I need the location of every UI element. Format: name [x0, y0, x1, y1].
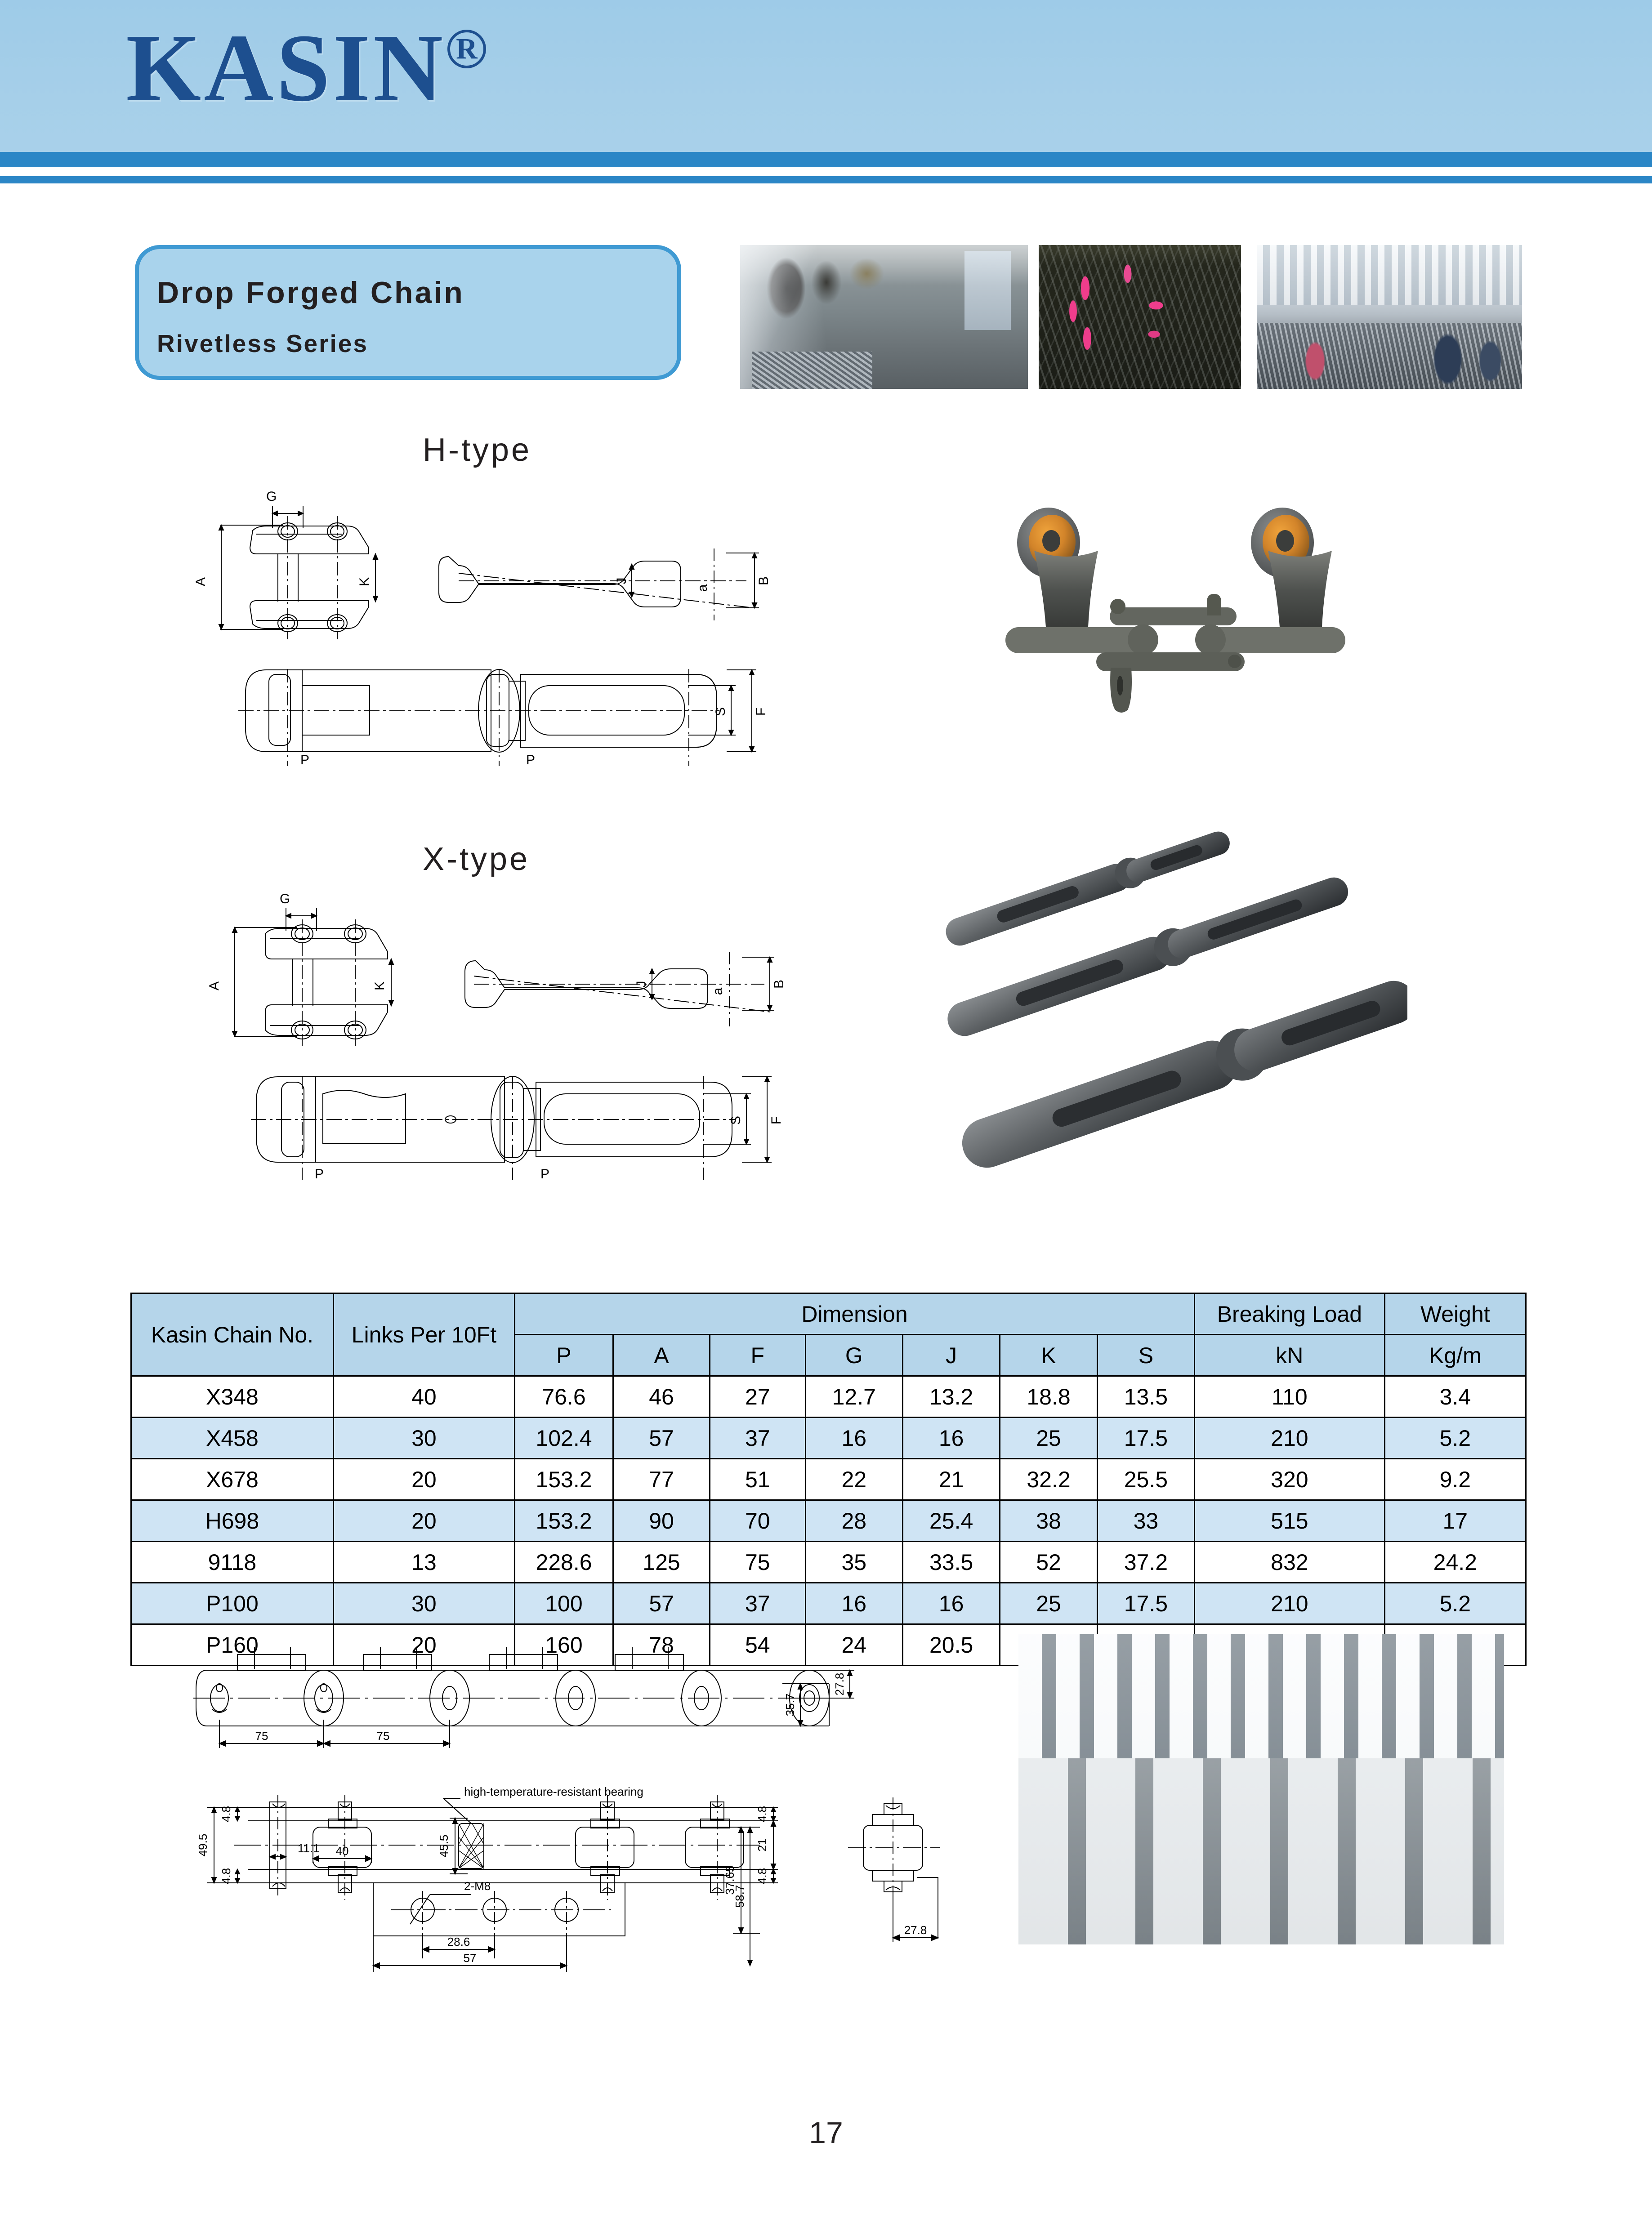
cell-kgm: 5.2: [1384, 1583, 1526, 1624]
bdim-49-5: 49.5: [196, 1833, 210, 1857]
h-dim-label-J: J: [614, 577, 629, 584]
cell-A: 78: [613, 1624, 710, 1666]
cell-P: 100: [515, 1583, 613, 1624]
cell-links: 30: [333, 1418, 514, 1459]
bdim-75-b: 75: [376, 1729, 390, 1743]
h-dim-label-B: B: [756, 576, 771, 586]
bdim-40: 40: [335, 1844, 349, 1858]
cell-P: 153.2: [515, 1459, 613, 1500]
cell-P: 228.6: [515, 1542, 613, 1583]
page-header: [0, 0, 1652, 166]
photo-assembly-workshop: [1257, 245, 1522, 389]
cell-links: 20: [333, 1624, 514, 1666]
table-row: [131, 1376, 1526, 1418]
cell-chain_no: X348: [131, 1376, 334, 1418]
cell-K: 25: [1000, 1418, 1097, 1459]
x-dim-label-J: J: [634, 981, 649, 988]
h-dim-label-A: A: [193, 577, 208, 587]
cell-kgm: 3.4: [1384, 1376, 1526, 1418]
h-dim-label-a: a: [695, 584, 710, 592]
cell-G: 16: [805, 1583, 902, 1624]
header-dim-A: A: [613, 1335, 710, 1376]
registered-trademark-icon: R: [447, 30, 486, 68]
cell-P: 153.2: [515, 1500, 613, 1542]
cell-kN: 110: [1195, 1376, 1385, 1418]
photo-h-type-trolley-chain: [980, 492, 1367, 717]
bdim-11-1: 11.1: [298, 1842, 320, 1855]
header-breaking-load: Breaking Load: [1195, 1293, 1385, 1335]
x-dim-label-G: G: [280, 892, 290, 906]
cell-J: 20.5: [902, 1624, 1000, 1666]
bdim-21: 21: [755, 1838, 769, 1852]
cell-kN: 210: [1195, 1418, 1385, 1459]
cell-F: 37: [710, 1418, 806, 1459]
cell-chain_no: 9118: [131, 1542, 334, 1583]
h-dim-label-P2: P: [526, 753, 536, 767]
bdim-27-8-side: 27.8: [904, 1923, 927, 1937]
product-title: Drop Forged Chain: [157, 276, 464, 310]
bdim-75-a: 75: [255, 1729, 268, 1743]
bearing-callout-label: high-temperature-resistant bearing: [464, 1785, 643, 1798]
cell-F: 75: [710, 1542, 806, 1583]
cell-F: 70: [710, 1500, 806, 1542]
cell-J: 25.4: [902, 1500, 1000, 1542]
h-dim-label-K: K: [357, 577, 372, 587]
cell-kgm: 17: [1384, 1500, 1526, 1542]
cell-S: 17.5: [1097, 1418, 1194, 1459]
cell-K: 18.8: [1000, 1376, 1097, 1418]
cell-links: 40: [333, 1376, 514, 1418]
bdim-27-8-top: 27.8: [833, 1672, 846, 1696]
cell-A: 77: [613, 1459, 710, 1500]
x-dim-label-B: B: [772, 979, 786, 989]
cell-G: 28: [805, 1500, 902, 1542]
cell-S: 37.2: [1097, 1542, 1194, 1583]
cell-links: 20: [333, 1459, 514, 1500]
x-dim-label-K: K: [372, 981, 387, 991]
bdim-4-8-b: 4.8: [219, 1868, 233, 1885]
cell-A: 90: [613, 1500, 710, 1542]
bdim-58-7: 58.7: [733, 1885, 746, 1908]
table-row: [131, 1418, 1526, 1459]
header-band-secondary: [0, 176, 1652, 183]
cell-links: 20: [333, 1500, 514, 1542]
bdim-4-8-d: 4.8: [755, 1868, 769, 1885]
cell-G: 16: [805, 1418, 902, 1459]
cell-S: 25.5: [1097, 1459, 1194, 1500]
cell-kN: 832: [1195, 1542, 1385, 1583]
h-dim-label-G: G: [266, 489, 277, 504]
page-number: 17: [809, 2116, 843, 2150]
bdim-28-6: 28.6: [447, 1935, 470, 1949]
header-dim-J: J: [902, 1335, 1000, 1376]
cell-kN: 210: [1195, 1583, 1385, 1624]
cell-S: 33: [1097, 1500, 1194, 1542]
cell-J: 16: [902, 1418, 1000, 1459]
header-band-primary: [0, 152, 1652, 167]
x-type-heading: X-type: [423, 841, 530, 877]
x-dim-label-S: S: [728, 1115, 743, 1125]
cell-P: 102.4: [515, 1418, 613, 1459]
header-unit-kgm: Kg/m: [1384, 1335, 1526, 1376]
cell-F: 51: [710, 1459, 806, 1500]
cell-links: 30: [333, 1583, 514, 1624]
cell-F: 37: [710, 1583, 806, 1624]
bdim-45-5: 45.5: [437, 1834, 451, 1858]
cell-J: 33.5: [902, 1542, 1000, 1583]
cell-G: 12.7: [805, 1376, 902, 1418]
cell-G: 35: [805, 1542, 902, 1583]
cell-A: 46: [613, 1376, 710, 1418]
cell-chain_no: X678: [131, 1459, 334, 1500]
header-dimension: Dimension: [515, 1293, 1195, 1335]
cell-K: 52: [1000, 1542, 1097, 1583]
cell-G: 22: [805, 1459, 902, 1500]
x-dim-label-a: a: [710, 987, 725, 995]
cell-chain_no: H698: [131, 1500, 334, 1542]
product-title-box: [135, 245, 681, 380]
header-dim-S: S: [1097, 1335, 1194, 1376]
cell-kgm: 24.2: [1384, 1542, 1526, 1583]
cell-chain_no: X458: [131, 1418, 334, 1459]
cell-G: 24: [805, 1624, 902, 1666]
header-dim-F: F: [710, 1335, 806, 1376]
cell-P: 160: [515, 1624, 613, 1666]
cell-J: 21: [902, 1459, 1000, 1500]
table-row: [131, 1542, 1526, 1583]
header-chain-no: Kasin Chain No.: [131, 1293, 334, 1376]
brand-logo: [126, 14, 486, 121]
header-unit-kn: kN: [1195, 1335, 1385, 1376]
cell-kgm: 9.2: [1384, 1459, 1526, 1500]
bdim-2-m8: 2-M8: [464, 1879, 491, 1893]
bdim-4-8-a: 4.8: [219, 1806, 233, 1823]
cell-kN: 320: [1195, 1459, 1385, 1500]
photo-x-type-chain-links: [895, 805, 1407, 1178]
cell-K: 38: [1000, 1500, 1097, 1542]
table-header-row-1: [131, 1293, 1526, 1335]
table-row: [131, 1459, 1526, 1500]
header-dim-K: K: [1000, 1335, 1097, 1376]
cell-links: 13: [333, 1542, 514, 1583]
bdim-4-8-c: 4.8: [755, 1806, 769, 1823]
h-dim-label-S: S: [713, 707, 728, 717]
x-dim-label-P2: P: [540, 1167, 550, 1182]
photo-forging-press-workshop: [740, 245, 1028, 389]
x-dim-label-P1: P: [314, 1167, 324, 1182]
product-subtitle: Rivetless Series: [157, 330, 368, 357]
chain-specifications-table: [130, 1293, 1527, 1666]
cell-K: 25: [1000, 1583, 1097, 1624]
bdim-35-7: 35.7: [783, 1693, 797, 1717]
brand-name: KASIN: [126, 14, 446, 121]
table-row: [131, 1583, 1526, 1624]
cell-kgm: 5.2: [1384, 1418, 1526, 1459]
cell-F: 54: [710, 1624, 806, 1666]
h-type-technical-drawing: [189, 481, 800, 769]
header-weight: Weight: [1384, 1293, 1526, 1335]
h-dim-label-F: F: [754, 707, 768, 716]
photo-conveyor-chain-attachments: [1018, 1634, 1504, 1944]
table-row: [131, 1500, 1526, 1542]
bdim-57: 57: [463, 1951, 477, 1965]
cell-J: 13.2: [902, 1376, 1000, 1418]
cell-A: 125: [613, 1542, 710, 1583]
header-dim-P: P: [515, 1335, 613, 1376]
cell-A: 57: [613, 1583, 710, 1624]
cell-kN: 515: [1195, 1500, 1385, 1542]
cell-A: 57: [613, 1418, 710, 1459]
h-type-heading: H-type: [423, 432, 532, 468]
conveyor-chain-assembly-drawing: [180, 1628, 967, 1978]
h-dim-label-P1: P: [300, 753, 310, 767]
cell-chain_no: P160: [131, 1624, 334, 1666]
cell-J: 16: [902, 1583, 1000, 1624]
cell-F: 27: [710, 1376, 806, 1418]
cell-S: 13.5: [1097, 1376, 1194, 1418]
x-dim-label-A: A: [207, 981, 222, 991]
photo-chain-storage: [1039, 245, 1241, 389]
x-type-technical-drawing: [202, 883, 814, 1194]
x-dim-label-F: F: [769, 1116, 784, 1125]
cell-S: 17.5: [1097, 1583, 1194, 1624]
header-dim-G: G: [805, 1335, 902, 1376]
cell-P: 76.6: [515, 1376, 613, 1418]
cell-chain_no: P100: [131, 1583, 334, 1624]
bdim-37-65: 37.65: [723, 1865, 737, 1895]
cell-K: 32.2: [1000, 1459, 1097, 1500]
header-links-per-10ft: Links Per 10Ft: [333, 1293, 514, 1376]
